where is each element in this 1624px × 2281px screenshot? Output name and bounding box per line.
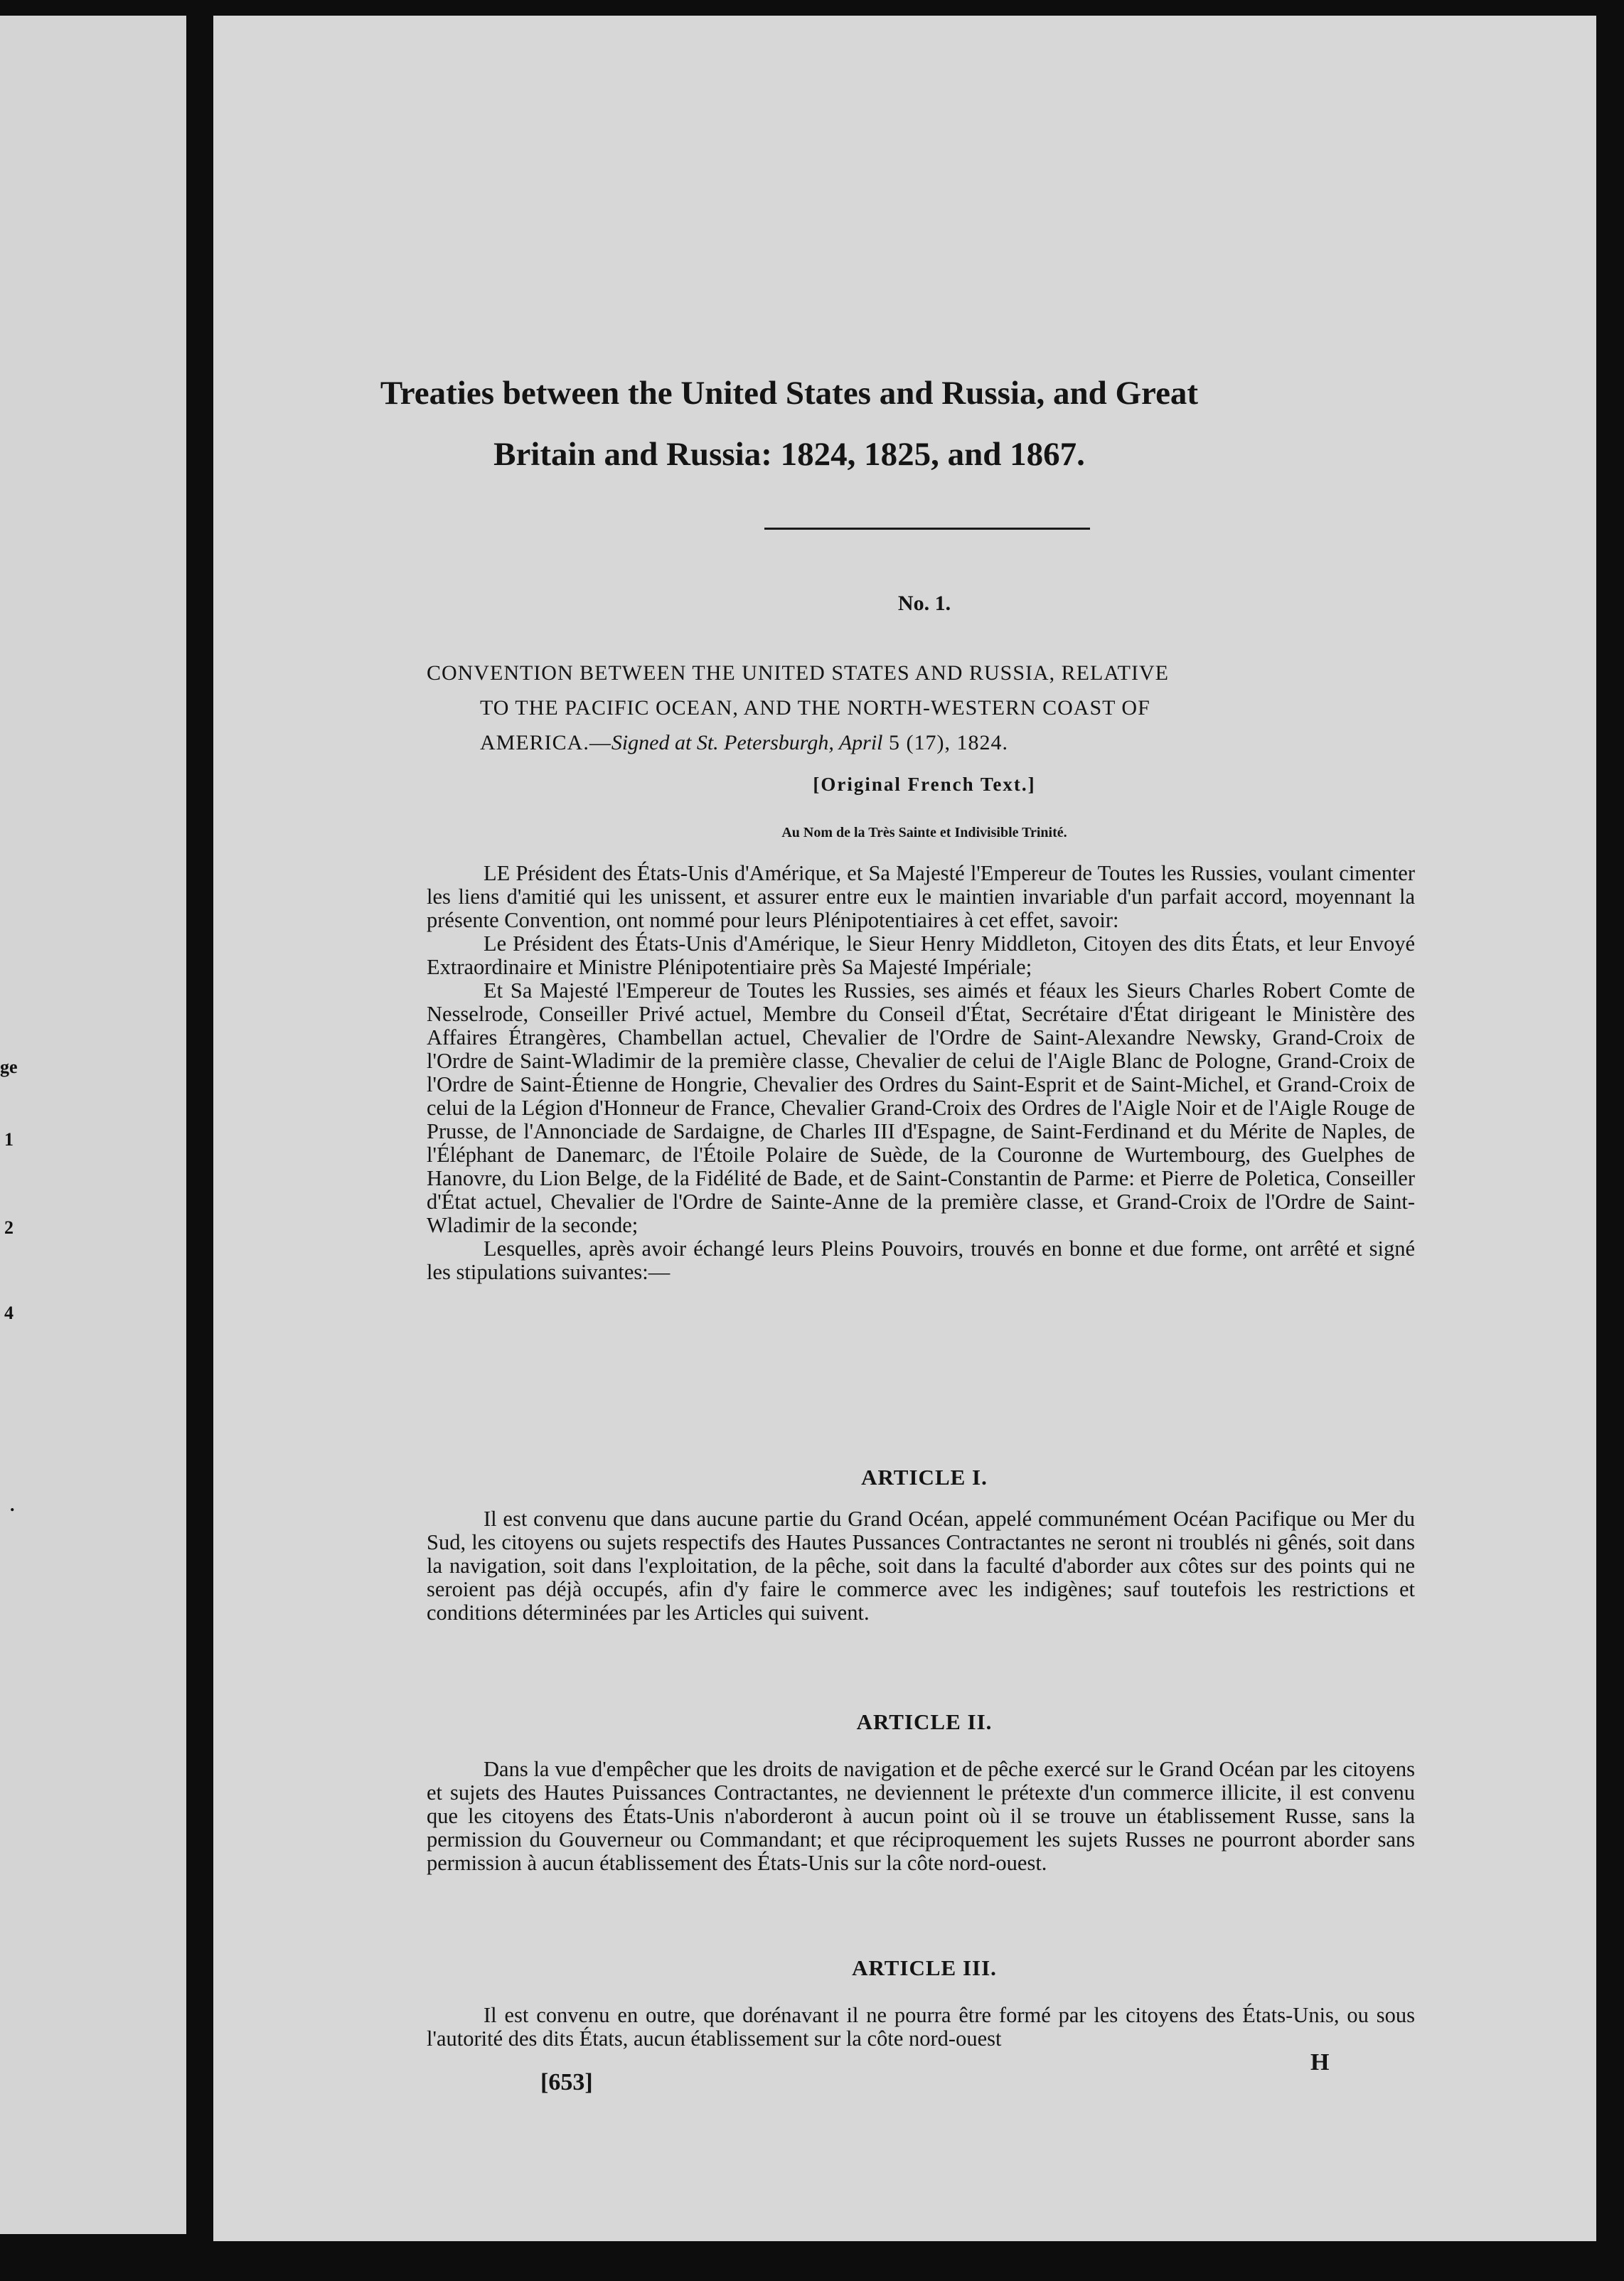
treaty-number: No. 1. (897, 592, 951, 615)
convention-signed-italic: Signed at St. Petersburgh, April (611, 731, 883, 754)
preamble-paragraph: Lesquelles, après avoir échangé leurs Pleins Pouvoirs, trouvés en bonne et due forme, ont arrêté et signé les stipulations suivantes:— (427, 1236, 1415, 1284)
article-heading: ARTICLE III. (852, 1955, 997, 1980)
article-heading: ARTICLE II. (856, 1709, 993, 1734)
preamble (427, 862, 1415, 1284)
page-edge (1596, 0, 1624, 2281)
article-body (427, 1507, 1415, 1625)
article-body (427, 2004, 1415, 2051)
left-margin-fragment: 1 (4, 1129, 14, 1150)
convention-heading (427, 656, 1408, 760)
convention-date: 5 (17), 1824. (882, 731, 1008, 754)
title-line-2: Britain and Russia: 1824, 1825, and 1867. (493, 436, 1085, 473)
preamble-paragraph: Et Sa Majesté l'Empereur de Toutes les Russies, ses aimés et féaux les Sieurs Charles Robert Comte de Nesselrode, Conseiller Privé actuel, Membre du Conseil d'État, Secrétaire d'État dirigeant le Ministère des Affaires Étrangères, Chambellan actuel, Chevalier de l'Ordre de Saint-Alexandre Newsky, Grand-Croix de l'Ordre de Saint-Wladimir de la première classe, Chevalier de celui de l'Aigle Blanc de Pologne, Grand-Croix de l'Ordre de Saint-Étienne de Hongrie, Chevalier des Ordres du Saint-Esprit et de Saint-Michel, et Grand-Croix de celui de la Légion d'Honneur de France, Chevalier Grand-Croix des Ordres de l'Aigle Noir et de l'Aigle Rouge de Prusse, de l'Annonciade de Sardaigne, de Charles III d'Espagne, de Saint-Ferdinand et du Mérite de Naples, de l'Éléphant de Danemarc, de l'Étoile Polaire de Suède, de la Couronne de Wurtembourg, des Guelphes de Hanovre, du Lion Belge, de la Fidélité de Bade, et de Saint-Constantin de Parme: et Pierre de Poletica, Conseiller d'État actuel, Chevalier de l'Ordre de Sainte-Anne de la première classe, et Grand-Croix de l'Ordre de Saint-Wladimir de la seconde; (427, 978, 1415, 1237)
original-text-label: [Original French Text.] (813, 774, 1036, 795)
left-margin-fragment: 2 (4, 1217, 14, 1238)
convention-heading-line: CONVENTION BETWEEN THE UNITED STATES AND RUSSIA, RELATIVE (427, 661, 1169, 685)
article-paragraph: Il est convenu en outre, que dorénavant il ne pourra être formé par les citoyens des États-Unis, ou sous l'autorité des dits États, aucun établissement sur la côte nord-ouest (427, 2003, 1415, 2051)
convention-heading-line (427, 725, 1408, 760)
article-body (427, 1758, 1415, 1875)
article-paragraph: Dans la vue d'empêcher que les droits de navigation et de pêche exercé sur le Grand Océan par les citoyens et sujets des Hautes Puissances Contractantes, ne deviennent le prétexte d'un commerce illicite, il est convenu que les citoyens des États-Unis n'aborderont à aucun point où il se trouve un établissement Russe, sans la permission du Gouverneur ou Commandant; et que réciproquement les sujets Russes ne pourront aborder sans permission à aucun établissement des États-Unis sur la côte nord-ouest. (427, 1757, 1415, 1875)
preamble-paragraph: Le Président des États-Unis d'Amérique, le Sieur Henry Middleton, Citoyen des dits États, et leur Envoyé Extraordinaire et Ministre Plénipotentiaire près Sa Majesté Impériale; (427, 931, 1415, 979)
left-page (0, 16, 187, 2234)
convention-heading-caps: AMERICA.— (480, 731, 611, 754)
left-margin-fragment: 4 (4, 1303, 14, 1323)
left-margin-fragment: ge (0, 1057, 18, 1077)
preamble-paragraph: LE Président des États-Unis d'Amérique, et Sa Majesté l'Empereur de Toutes les Russies, voulant cimenter les liens d'amitié qui les unissent, et assurer entre eux le maintien invariable d'un parfait accord, moyennant la présente Convention, ont nommé pour leurs Plénipotentiaires à cet effet, savoir: (427, 861, 1415, 932)
page-reference: [653] (540, 2069, 593, 2095)
title-rule (764, 528, 1090, 530)
left-margin-fragment: . (10, 1495, 15, 1515)
page-gutter (186, 0, 213, 2281)
convention-heading-line: TO THE PACIFIC OCEAN, AND THE NORTH-WESTERN COAST OF (480, 696, 1150, 720)
invocation: Au Nom de la Très Sainte et Indivisible Trinité. (781, 825, 1067, 840)
article-heading: ARTICLE I. (861, 1465, 988, 1490)
title-line-1: Treaties between the United States and Russia, and Great (380, 375, 1199, 412)
page-title (256, 363, 1323, 485)
signature-mark: H (1310, 2049, 1330, 2076)
article-paragraph: Il est convenu que dans aucune partie du Grand Océan, appelé communément Océan Pacifique ou Mer du Sud, les citoyens ou sujets respectifs des Hautes Pussances Contractantes ne seront ni troublés ni gênés, soit dans la navigation, soit dans l'exploitation, de la pêche, soit dans la faculté d'aborder aux côtes sur des points qui ne seroient pas déjà occupés, afin d'y faire le commerce avec les indigènes; sauf toutefois les restrictions et conditions déterminées par les Articles qui suivent. (427, 1507, 1415, 1625)
